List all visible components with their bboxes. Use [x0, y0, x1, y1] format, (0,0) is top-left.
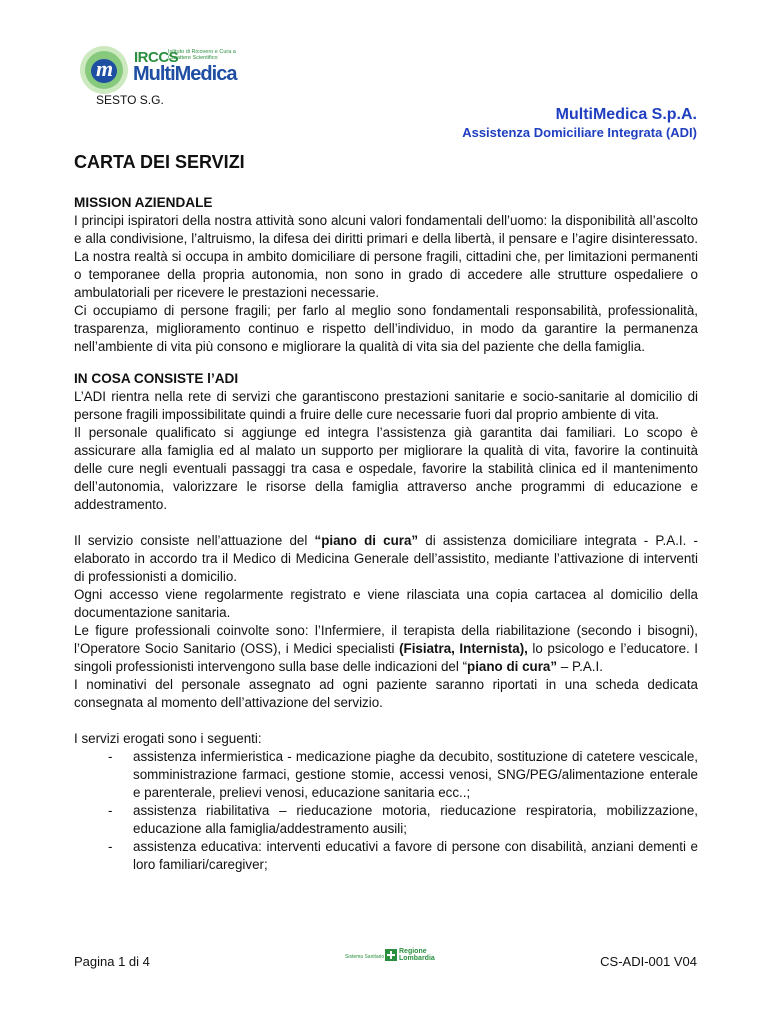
service-name: Assistenza Domiciliare Integrata (ADI) [462, 125, 697, 140]
mission-paragraph-2: Ci occupiamo di persone fragili; per farlo al meglio sono fondamentali responsabilità, professionalità, trasparenza, miglioramento continuo e rispetto dell’individuo, in modo da garantire la permanenza nell’ambiente di vita più consono e migliorare la qualità di vita sia del paziente che della famiglia. [74, 303, 698, 354]
regione-lombardia-logo [345, 947, 437, 963]
logo-name: MultiMedica [133, 63, 237, 85]
logo-monogram: m [96, 56, 114, 81]
mission-paragraph-1: I principi ispiratori della nostra attività sono alcuni valori fondamentali dell’uomo: la disponibilità all’ascolto e alla condivisione, l’altruismo, la difesa dei diritti primari e della libertà, il pensare e l’agire disinteressato. La nostra realtà si occupa in ambito domiciliare di persone fragili, cittadini che, per limitazioni permanenti o temporanee della propria autonomia, non sono in grado di accedere alle strutture ospedaliere o ambulatoriali per ricevere le prestazioni necessarie. [74, 213, 698, 300]
adi-paragraph-6: I nominativi del personale assegnato ad ogni paziente saranno riportati in una scheda dedicata consegnata al momento dell’attivazione del servizio. [74, 677, 698, 710]
list-item: - assistenza riabilitativa – rieducazione motoria, rieducazione respiratoria, mobilizzazione, educazione alla famiglia/addestramento ausili; [108, 803, 698, 836]
footer-logo-left-text: Sistema Sanitario [345, 954, 385, 960]
list-bullet: - [108, 839, 113, 854]
logo-location: SESTO S.G. [96, 93, 164, 107]
logo-tagline: Istituto di Ricovero e Cura a Carattere Scientifico [168, 49, 236, 61]
list-item: - assistenza educativa: interventi educativi a favore di persone con disabilità, anziani dementi e loro familiari/caregiver; [108, 839, 698, 872]
list-item: - assistenza infermieristica - medicazione piaghe da decubito, sostituzione di catetere vescicale, somministrazione farmaci, gestione stomie, accessi venosi, SNG/PEG/alimentazione enterale e parenterale, prelievi venosi, educazione sanitaria ecc..; [108, 749, 698, 800]
list-bullet: - [108, 803, 113, 818]
services-intro: I servizi erogati sono i seguenti: [74, 731, 262, 746]
document-code: CS-ADI-001 V04 [600, 954, 697, 969]
piano-di-cura-emphasis-2: piano di cura” [467, 659, 558, 674]
adi-paragraph-2: Il personale qualificato si aggiunge ed integra l’assistenza già garantita dai familiari. Lo scopo è assicurare alla famiglia ed al malato un supporto per migliorare la qualità di vita, favorire la continuità delle cure negli eventuali passaggi tra casa e ospedale, favorire la stabilità clinica ed il mantenimento dell’autonomia, valorizzare le risorse della famiglia attraverso anche programmi di educazione e addestramento. [74, 425, 698, 512]
piano-di-cura-emphasis: “piano di cura” [314, 533, 419, 548]
list-bullet: - [108, 749, 113, 764]
page-number: Pagina 1 di 4 [74, 954, 150, 969]
adi-paragraph-3: Il servizio consiste nell’attuazione del “piano di cura” di assistenza domiciliare integrata - P.A.I. - elaborato in accordo tra il Medico di Medicina Generale dell’assistito, mediante l’attivazione di interventi di professionisti a domicilio. [74, 533, 698, 584]
services-list [74, 748, 698, 874]
adi-heading: IN COSA CONSISTE l’ADI [74, 371, 239, 386]
company-name: MultiMedica S.p.A. [555, 106, 697, 123]
logo-prefix: IRCCS [134, 49, 179, 66]
document-title: CARTA DEI SERVIZI [74, 152, 245, 172]
adi-paragraph-1: L’ADI rientra nella rete di servizi che garantiscono prestazioni sanitarie e socio-sanitarie al domicilio di persone fragili impossibilitate quindi a fruire delle cure necessarie fuori dal proprio ambiente di vita. [74, 389, 698, 422]
mission-heading: MISSION AZIENDALE [74, 195, 213, 210]
footer-logo-right-text: Regione Lombardia [399, 948, 435, 962]
specialists-emphasis: (Fisiatra, Internista), [399, 641, 528, 656]
document-body [74, 194, 698, 874]
rosa-camuna-icon [385, 949, 397, 961]
adi-paragraph-5: Le figure professionali coinvolte sono: l’Infermiere, il terapista della riabilitazione (secondo i bisogni), l’Operatore Socio Sanitario (OSS), i Medici specialisti (Fisiatra, Internista), lo psicologo e l’educatore. I singoli professionisti intervengono sulla base delle indicazioni del “piano di cura” – P.A.I. [74, 623, 699, 674]
adi-paragraph-4: Ogni accesso viene regolarmente registrato e viene rilasciata una copia cartacea al domicilio della documentazione sanitaria. [74, 587, 698, 620]
multimedica-logo [76, 44, 256, 96]
